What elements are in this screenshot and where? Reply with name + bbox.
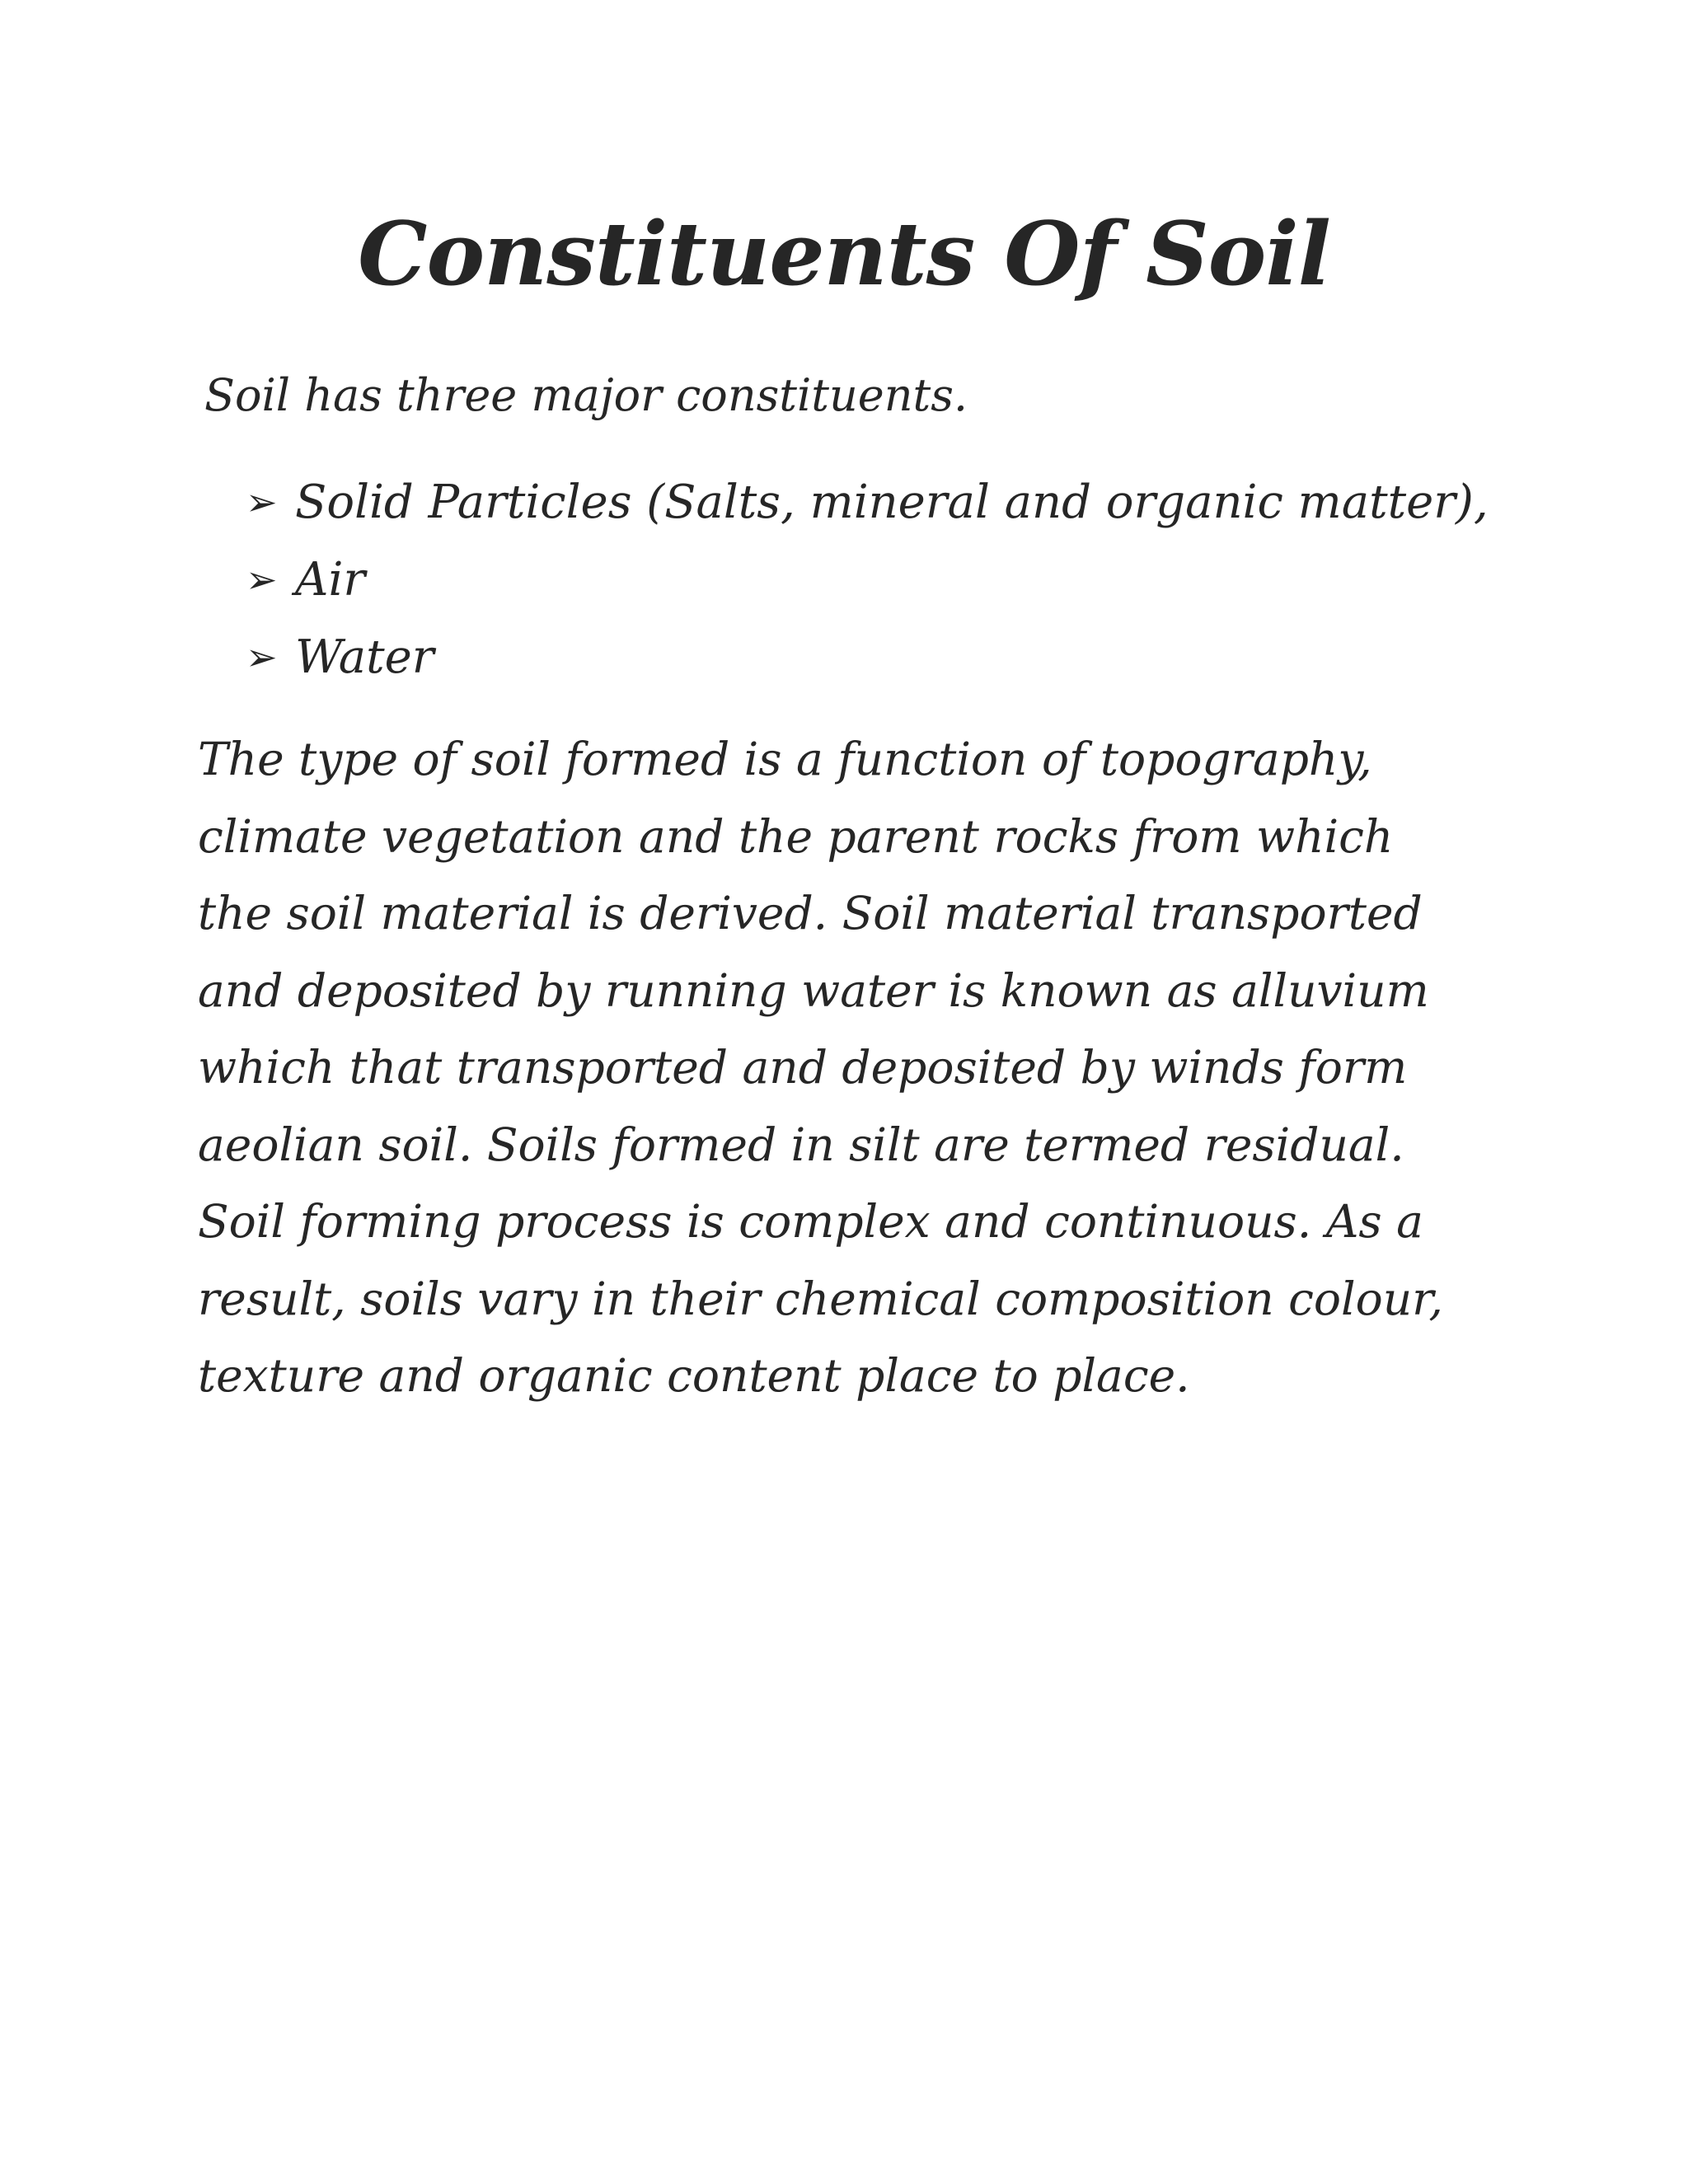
list-item-label: Water [295, 630, 434, 684]
paragraph-line: result, soils vary in their chemical composition colour, [198, 1272, 1443, 1325]
constituents-list [246, 463, 1489, 696]
list-item [246, 463, 1489, 541]
list-item [246, 541, 1489, 618]
arrow-bullet-icon: ➢ [246, 480, 278, 524]
paragraph-line: The type of soil formed is a function of topography, [198, 733, 1372, 785]
list-item-label: Air [295, 552, 366, 607]
body-paragraph [198, 721, 1484, 1415]
arrow-bullet-icon: ➢ [246, 635, 278, 679]
paragraph-line: texture and organic content place to place. [198, 1349, 1190, 1402]
arrow-bullet-icon: ➢ [246, 557, 278, 602]
paragraph-line: the soil material is derived. Soil material transported [198, 887, 1423, 940]
list-item-label: Solid Particles (Salts, mineral and organic matter), [295, 475, 1489, 529]
paragraph-line: climate vegetation and the parent rocks from which [198, 809, 1394, 863]
page-title: Constituents Of Soil [358, 202, 1330, 305]
list-item [246, 618, 1489, 696]
intro-text: Soil has three major constituents. [204, 369, 968, 421]
paragraph-line: and deposited by running water is known as alluvium [198, 963, 1429, 1017]
paragraph-line: aeolian soil. Soils formed in silt are termed residual. [198, 1118, 1404, 1171]
paragraph-line: which that transported and deposited by winds form [198, 1041, 1408, 1094]
paragraph-line: Soil forming process is complex and continuous. As a [198, 1195, 1423, 1248]
